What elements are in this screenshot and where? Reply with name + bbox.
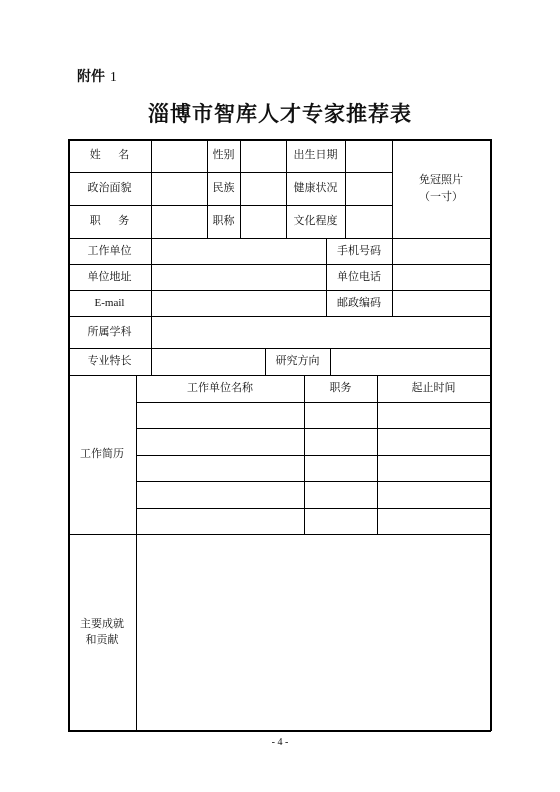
page-title: 淄博市智库人才专家推荐表 — [148, 101, 412, 126]
education-label: 文化程度 — [293, 214, 338, 228]
resume-entry-cell[interactable] — [136, 428, 304, 455]
resume-entry-cell[interactable] — [304, 455, 377, 481]
mobile-field[interactable] — [392, 238, 490, 264]
resume-label: 工作简历 — [80, 447, 124, 461]
ethnicity-label: 民族 — [212, 181, 235, 195]
specialty-field[interactable] — [151, 348, 265, 375]
photo-size-note: （一寸） — [419, 189, 463, 203]
resume-header-period: 起止时间 — [411, 381, 456, 395]
resume-entry-cell[interactable] — [304, 402, 377, 428]
resume-header-employer: 工作单位名称 — [187, 381, 253, 395]
name-label: 姓 名 — [89, 148, 130, 162]
photo-label: 免冠照片 — [419, 173, 463, 186]
health-field[interactable] — [345, 172, 392, 205]
resume-entry-cell[interactable] — [136, 455, 304, 481]
resume-entry-cell[interactable] — [377, 508, 490, 534]
professional-title-field[interactable] — [240, 205, 286, 238]
discipline-field[interactable] — [151, 316, 490, 348]
mobile-label: 手机号码 — [337, 243, 381, 257]
page-number: - 4 - — [271, 737, 289, 748]
ethnicity-field[interactable] — [240, 172, 286, 205]
birth-date-label: 出生日期 — [293, 148, 338, 162]
political-status-field[interactable] — [151, 172, 207, 205]
address-field[interactable] — [151, 264, 326, 290]
position-field[interactable] — [151, 205, 207, 238]
resume-entry-cell[interactable] — [304, 508, 377, 534]
resume-header-position: 职务 — [329, 381, 352, 395]
resume-entry-cell[interactable] — [377, 402, 490, 428]
professional-title-label: 职称 — [212, 214, 235, 228]
gender-label: 性别 — [212, 148, 235, 162]
employer-field[interactable] — [151, 238, 326, 264]
position-label: 职 务 — [89, 214, 130, 228]
achievements-label-line1: 主要成就 — [80, 616, 124, 630]
address-label: 单位地址 — [87, 269, 132, 283]
name-field[interactable] — [151, 139, 207, 172]
resume-entry-cell[interactable] — [136, 508, 304, 534]
discipline-label: 所属学科 — [87, 324, 132, 338]
postcode-label: 邮政编码 — [337, 295, 381, 309]
achievements-label-line2: 和贡献 — [85, 633, 119, 646]
specialty-label: 专业特长 — [87, 354, 132, 368]
attachment-label: 附件 1 — [77, 69, 117, 85]
photo-area[interactable] — [392, 139, 490, 238]
political-status-label: 政治面貌 — [87, 181, 132, 195]
table-border-bottom — [68, 730, 491, 732]
resume-entry-cell[interactable] — [377, 428, 490, 455]
resume-entry-cell[interactable] — [304, 428, 377, 455]
achievements-label — [68, 534, 136, 730]
resume-entry-cell[interactable] — [377, 481, 490, 508]
resume-entry-cell[interactable] — [304, 481, 377, 508]
research-label: 研究方向 — [275, 354, 320, 368]
resume-entry-cell[interactable] — [377, 455, 490, 481]
email-label: E-mail — [94, 296, 125, 309]
resume-entry-cell[interactable] — [136, 481, 304, 508]
resume-entry-cell[interactable] — [136, 402, 304, 428]
email-field[interactable] — [151, 290, 326, 316]
education-field[interactable] — [345, 205, 392, 238]
achievements-field[interactable] — [136, 534, 490, 730]
health-label: 健康状况 — [293, 181, 338, 195]
research-field[interactable] — [330, 348, 490, 375]
office-phone-field[interactable] — [392, 264, 490, 290]
employer-label: 工作单位 — [87, 243, 132, 257]
office-phone-label: 单位电话 — [337, 269, 381, 283]
table-border-right — [490, 139, 492, 731]
gender-field[interactable] — [240, 139, 286, 172]
birth-date-field[interactable] — [345, 139, 392, 172]
postcode-field[interactable] — [392, 290, 490, 316]
